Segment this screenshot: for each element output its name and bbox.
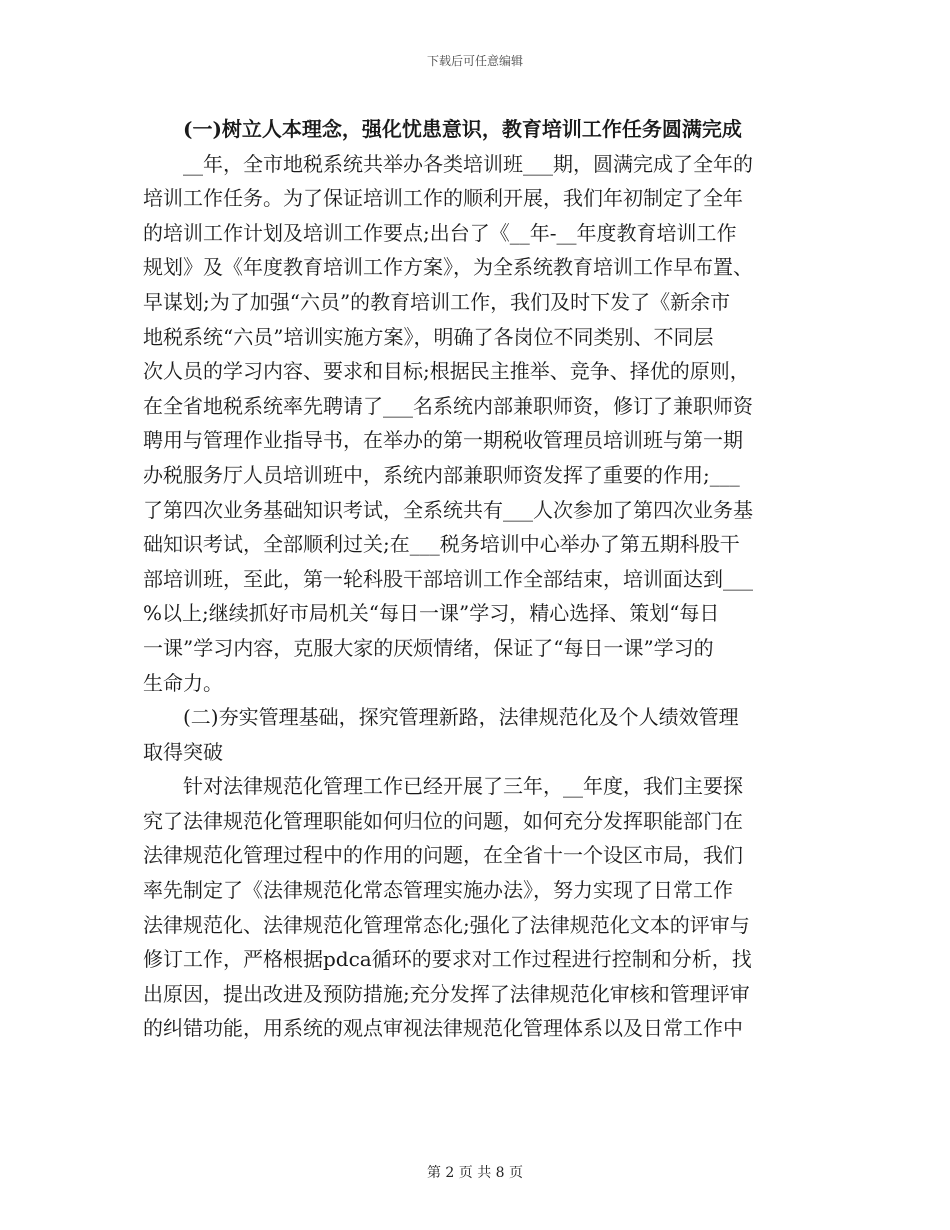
page-number: 第 2 页 共 8 页 [426,1165,524,1181]
paragraph-line: %以上;继续抓好市局机关“每日一课”学习，精心选择、策划“每日 [143,601,720,626]
section-heading-2: (二)夯实管理基础，探究管理新路，法律规范化及个人绩效管理 [183,705,739,730]
paragraph-line: __年，全市地税系统共举办各类培训班___期，圆满完成了全年的 [183,151,753,176]
paragraph-line: 培训工作任务。为了保证培训工作的顺利开展，我们年初制定了全年 [143,186,743,211]
paragraph-line: 地税系统“六员”培训实施方案》，明确了各岗位不同类别、不同层 [143,324,714,349]
section-heading-2-continued: 取得突破 [143,739,223,764]
paragraph-line: 一课”学习内容，克服大家的厌烦情绪，保证了“每日一课”学习的 [143,635,714,660]
paragraph-line: 究了法律规范化管理职能如何归位的问题，如何充分发挥职能部门在 [143,808,743,833]
paragraph-line: 次人员的学习内容、要求和目标;根据民主推举、竞争、择优的原则， [143,359,750,384]
paragraph-line: 率先制定了《法律规范化常态管理实施办法》，努力实现了日常工作 [143,878,733,903]
paragraph-line: 聘用与管理作业指导书，在举办的第一期税收管理员培训班与第一期 [143,428,743,453]
paragraph-line: 部培训班，至此，第一轮科股干部培训工作全部结束，培训面达到___ [143,566,753,591]
paragraph-line: 出原因，提出改进及预防措施;充分发挥了法律规范化审核和管理评审 [143,981,750,1006]
paragraph-line: 规划》及《年度教育培训工作方案》，为全系统教育培训工作早布置、 [143,255,753,280]
section-heading-1: (一)树立人本理念，强化忧患意识，教育培训工作任务圆满完成 [183,117,742,141]
paragraph-line: 的纠错功能，用系统的观点审视法律规范化管理体系以及日常工作中 [143,1016,743,1041]
paragraph-line: 早谋划;为了加强“六员”的教育培训工作，我们及时下发了《新余市 [143,289,731,314]
paragraph-line: 法律规范化管理过程中的作用的问题，在全省十一个设区市局，我们 [143,843,743,868]
paragraph-line: 了第四次业务基础知识考试，全系统共有___人次参加了第四次业务基 [143,497,753,522]
paragraph-line: 的培训工作计划及培训工作要点;出台了《__年-__年度教育培训工作 [143,220,737,245]
paragraph-line: 生命力。 [143,670,223,695]
paragraph-line: 办税服务厅人员培训班中，系统内部兼职师资发挥了重要的作用;___ [143,462,740,487]
header-note: 下载后可任意编辑 [426,54,523,68]
document-body [143,112,807,1046]
paragraph-line: 修订工作，严格根据pdca循环的要求对工作过程进行控制和分析，找 [143,947,752,972]
paragraph-line: 在全省地税系统率先聘请了___名系统内部兼职师资，修订了兼职师资 [143,393,753,418]
paragraph-line: 础知识考试，全部顺利过关;在___税务培训中心举办了第五期科股干 [143,532,740,557]
paragraph-line: 针对法律规范化管理工作已经开展了三年，__年度，我们主要探 [183,774,743,799]
paragraph-line: 法律规范化、法律规范化管理常态化;强化了法律规范化文本的评审与 [143,912,750,937]
